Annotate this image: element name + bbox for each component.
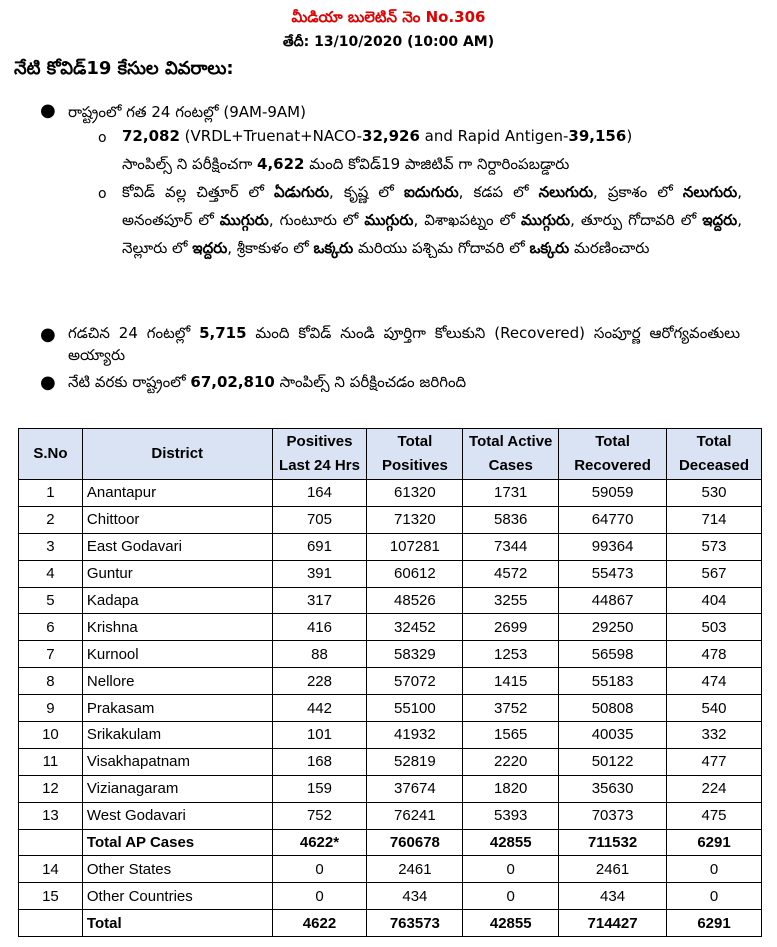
cell-total-positives: 55100 xyxy=(367,695,463,722)
table-row xyxy=(19,587,762,614)
cell-total-recovered: 714427 xyxy=(559,910,667,937)
deaths-count: ముగ్గురు xyxy=(521,211,571,229)
samples-text xyxy=(122,122,742,178)
vrdl-count: 32,926 xyxy=(362,127,420,145)
samples-breakdown-close: ) xyxy=(626,127,633,145)
cell-active-cases: 5836 xyxy=(463,506,559,533)
samples-total: 72,082 xyxy=(122,127,180,145)
cell-positives-24h: 4622 xyxy=(272,910,367,937)
section-heading: నేటి కోవిడ్19 కేసుల వివరాలు: xyxy=(14,58,234,79)
deaths-count: ఇద్దరు xyxy=(192,239,228,257)
cell-sno: 3 xyxy=(19,533,83,560)
header-total-deceased: Total Deceased xyxy=(667,429,762,480)
positives-count: 4,622 xyxy=(257,155,305,173)
cell-active-cases: 7344 xyxy=(463,533,559,560)
cell-district: Total AP Cases xyxy=(82,829,272,856)
cell-sno: 9 xyxy=(19,695,83,722)
cell-positives-24h: 159 xyxy=(272,775,367,802)
cell-district: Visakhapatnam xyxy=(82,748,272,775)
deaths-count: ముగ్గురు xyxy=(219,211,269,229)
cell-active-cases: 1820 xyxy=(463,775,559,802)
deaths-count: ఇద్దరు xyxy=(702,211,738,229)
deaths-text-segment: , గుంటూరు లో xyxy=(268,211,365,229)
cell-total-recovered: 55473 xyxy=(559,560,667,587)
cell-active-cases: 5393 xyxy=(463,802,559,829)
cell-active-cases: 0 xyxy=(463,856,559,883)
table-row xyxy=(19,775,762,802)
cell-district: Nellore xyxy=(82,668,272,695)
table-row xyxy=(19,560,762,587)
cell-positives-24h: 164 xyxy=(272,480,367,507)
cell-district: Vizianagaram xyxy=(82,775,272,802)
table-row xyxy=(19,641,762,668)
cell-total-deceased: 6291 xyxy=(667,910,762,937)
samples-breakdown-open: (VRDL+Truenat+NACO- xyxy=(179,127,363,145)
cell-positives-24h: 705 xyxy=(272,506,367,533)
cell-total-deceased: 475 xyxy=(667,802,762,829)
cell-total-recovered: 59059 xyxy=(559,480,667,507)
cell-total-recovered: 40035 xyxy=(559,722,667,749)
cell-total-positives: 58329 xyxy=(367,641,463,668)
table-row xyxy=(19,856,762,883)
cell-total-positives: 760678 xyxy=(367,829,463,856)
recovered-count: 5,715 xyxy=(199,324,247,342)
header-active-cases: Total Active Cases xyxy=(463,429,559,480)
deaths-text-segment: , నెల్లూరు లో xyxy=(122,211,743,257)
cell-total-deceased: 332 xyxy=(667,722,762,749)
cell-sno: 4 xyxy=(19,560,83,587)
cell-total-deceased: 567 xyxy=(667,560,762,587)
bullet-dot-icon: ● xyxy=(40,372,56,393)
cell-total-positives: 61320 xyxy=(367,480,463,507)
cell-total-positives: 52819 xyxy=(367,748,463,775)
cell-positives-24h: 4622* xyxy=(272,829,367,856)
cell-active-cases: 1415 xyxy=(463,668,559,695)
cell-total-deceased: 714 xyxy=(667,506,762,533)
deaths-count: ఒక్కరు xyxy=(313,239,354,257)
cell-total-positives: 60612 xyxy=(367,560,463,587)
cell-district: Anantapur xyxy=(82,480,272,507)
cell-total-recovered: 50808 xyxy=(559,695,667,722)
cell-total-recovered: 711532 xyxy=(559,829,667,856)
recovered-text-b: మంది కోవిడ్ నుండి పూర్తిగా కోలుకుని (Recovered) సంపూర్ణ ఆరోగ్యవంతులు అయ్యారు xyxy=(68,324,741,364)
cell-total-recovered: 64770 xyxy=(559,506,667,533)
cell-total-recovered: 44867 xyxy=(559,587,667,614)
cell-total-deceased: 477 xyxy=(667,748,762,775)
tests-text xyxy=(68,368,466,396)
recovered-text xyxy=(68,322,740,366)
cell-sno xyxy=(19,829,83,856)
bullet-dot-icon: ● xyxy=(40,100,56,121)
cell-sno: 5 xyxy=(19,587,83,614)
rapid-label: and Rapid Antigen- xyxy=(419,127,569,145)
cell-district: Other Countries xyxy=(82,883,272,910)
cell-district: Guntur xyxy=(82,560,272,587)
cell-total-positives: 41932 xyxy=(367,722,463,749)
deaths-text-segment: కోవిడ్ వల్ల చిత్తూర్ లో xyxy=(122,183,275,201)
cell-positives-24h: 752 xyxy=(272,802,367,829)
cell-total-recovered: 434 xyxy=(559,883,667,910)
cell-total-positives: 48526 xyxy=(367,587,463,614)
cell-active-cases: 3752 xyxy=(463,695,559,722)
cell-total-deceased: 404 xyxy=(667,587,762,614)
cell-positives-24h: 228 xyxy=(272,668,367,695)
deaths-text-segment: , కృష్ణ లో xyxy=(329,183,404,201)
cell-sno: 7 xyxy=(19,641,83,668)
cell-total-recovered: 50122 xyxy=(559,748,667,775)
tests-count: 67,02,810 xyxy=(190,373,275,391)
cell-total-deceased: 6291 xyxy=(667,829,762,856)
cell-total-deceased: 503 xyxy=(667,614,762,641)
deaths-text-segment: , కడప లో xyxy=(458,183,539,201)
cell-active-cases: 1253 xyxy=(463,641,559,668)
cell-positives-24h: 88 xyxy=(272,641,367,668)
cell-sno xyxy=(19,910,83,937)
cell-sno: 2 xyxy=(19,506,83,533)
cell-total-deceased: 530 xyxy=(667,480,762,507)
cell-active-cases: 4572 xyxy=(463,560,559,587)
cell-total-positives: 76241 xyxy=(367,802,463,829)
cell-total-positives: 37674 xyxy=(367,775,463,802)
header-district: District xyxy=(82,429,272,480)
tests-text-b: సాంపిల్స్ ని పరీక్షించడం జరిగింది xyxy=(274,373,467,391)
cell-positives-24h: 168 xyxy=(272,748,367,775)
rapid-count: 39,156 xyxy=(568,127,627,145)
cell-active-cases: 1731 xyxy=(463,480,559,507)
header-sno: S.No xyxy=(19,429,83,480)
cell-total-deceased: 0 xyxy=(667,856,762,883)
cell-district: Other States xyxy=(82,856,272,883)
cell-active-cases: 2699 xyxy=(463,614,559,641)
deaths-count: ఐదుగురు xyxy=(403,183,459,201)
district-cases-table xyxy=(18,428,762,937)
deaths-text-segment: , ప్రకాశం లో xyxy=(593,183,683,201)
deaths-text-segment: మరణించారు xyxy=(569,239,650,257)
cell-total-deceased: 573 xyxy=(667,533,762,560)
tests-text-a: నేటి వరకు రాష్ట్రంలో xyxy=(68,373,191,391)
cell-sno: 8 xyxy=(19,668,83,695)
cell-positives-24h: 442 xyxy=(272,695,367,722)
cell-sno: 15 xyxy=(19,883,83,910)
cell-total-recovered: 99364 xyxy=(559,533,667,560)
cell-active-cases: 0 xyxy=(463,883,559,910)
recovered-text-a: గడచిన 24 గంటల్లో xyxy=(68,324,200,342)
cell-total-deceased: 474 xyxy=(667,668,762,695)
cell-active-cases: 1565 xyxy=(463,722,559,749)
table-row xyxy=(19,829,762,856)
bulletin-title: మీడియా బులెటిన్ నెం No.306 xyxy=(291,8,486,26)
table-row xyxy=(19,802,762,829)
table-row xyxy=(19,910,762,937)
header-total-recovered: Total Recovered xyxy=(559,429,667,480)
cell-total-positives: 763573 xyxy=(367,910,463,937)
cell-total-recovered: 70373 xyxy=(559,802,667,829)
deaths-count: ముగ్గురు xyxy=(364,211,414,229)
cell-district: Kadapa xyxy=(82,587,272,614)
cell-positives-24h: 391 xyxy=(272,560,367,587)
date-label: తేదీ: xyxy=(282,34,310,50)
cell-positives-24h: 317 xyxy=(272,587,367,614)
positives-text-a: సాంపిల్స్ ని పరీక్షించగా xyxy=(122,155,258,173)
table-row xyxy=(19,668,762,695)
table-row xyxy=(19,722,762,749)
date-value: 13/10/2020 (10:00 AM) xyxy=(314,34,495,50)
cell-district: Kurnool xyxy=(82,641,272,668)
cell-district: East Godavari xyxy=(82,533,272,560)
cell-total-positives: 71320 xyxy=(367,506,463,533)
bullet-dot-icon: ● xyxy=(40,324,56,345)
sub-bullet-circle-icon: o xyxy=(98,186,107,202)
cell-sno: 13 xyxy=(19,802,83,829)
table-row xyxy=(19,883,762,910)
cell-active-cases: 3255 xyxy=(463,587,559,614)
cell-positives-24h: 691 xyxy=(272,533,367,560)
cell-district: Srikakulam xyxy=(82,722,272,749)
cell-total-positives: 107281 xyxy=(367,533,463,560)
deaths-count: ఏడుగురు xyxy=(274,183,330,201)
deaths-text-segment: , అనంతపూర్ లో xyxy=(122,183,742,229)
cell-sno: 14 xyxy=(19,856,83,883)
bullet-1-intro: రాష్ట్రంలో గత 24 గంటల్లో (9AM-9AM) xyxy=(68,103,306,121)
cell-active-cases: 42855 xyxy=(463,910,559,937)
positives-text-b: మంది కోవిడ్19 పాజిటివ్ గా నిర్దారింపబడ్డారు xyxy=(304,155,570,173)
table-row xyxy=(19,695,762,722)
cell-positives-24h: 101 xyxy=(272,722,367,749)
cell-sno: 1 xyxy=(19,480,83,507)
cell-total-recovered: 35630 xyxy=(559,775,667,802)
cell-active-cases: 42855 xyxy=(463,829,559,856)
cell-total-positives: 57072 xyxy=(367,668,463,695)
table-row xyxy=(19,614,762,641)
deaths-count: నలుగురు xyxy=(682,183,738,201)
cell-total-deceased: 478 xyxy=(667,641,762,668)
cell-sno: 11 xyxy=(19,748,83,775)
cell-total-recovered: 55183 xyxy=(559,668,667,695)
deaths-count: ఒక్కరు xyxy=(529,239,570,257)
table-row xyxy=(19,480,762,507)
cell-sno: 10 xyxy=(19,722,83,749)
cell-positives-24h: 0 xyxy=(272,856,367,883)
table-row xyxy=(19,506,762,533)
cell-total-recovered: 29250 xyxy=(559,614,667,641)
table-row xyxy=(19,533,762,560)
cell-total-deceased: 540 xyxy=(667,695,762,722)
cell-total-positives: 32452 xyxy=(367,614,463,641)
deaths-text-segment: , తూర్పు గోదావరి లో xyxy=(570,211,703,229)
deaths-text xyxy=(122,178,742,262)
cell-district: Prakasam xyxy=(82,695,272,722)
cell-district: West Godavari xyxy=(82,802,272,829)
cell-sno: 12 xyxy=(19,775,83,802)
table-header-row xyxy=(19,429,762,480)
cell-positives-24h: 0 xyxy=(272,883,367,910)
deaths-count: నలుగురు xyxy=(538,183,594,201)
deaths-text-segment: మరియు పశ్చిమ గోదావరి లో xyxy=(353,239,530,257)
cell-total-deceased: 0 xyxy=(667,883,762,910)
cell-district: Krishna xyxy=(82,614,272,641)
deaths-text-segment: , విశాఖపట్నం లో xyxy=(413,211,522,229)
deaths-text-segment: , శ్రీకాకుళం లో xyxy=(227,239,314,257)
cell-total-recovered: 56598 xyxy=(559,641,667,668)
header-total-positives: Total Positives xyxy=(367,429,463,480)
cell-district: Chittoor xyxy=(82,506,272,533)
cell-active-cases: 2220 xyxy=(463,748,559,775)
cell-total-recovered: 2461 xyxy=(559,856,667,883)
cell-district: Total xyxy=(82,910,272,937)
cell-positives-24h: 416 xyxy=(272,614,367,641)
table-row xyxy=(19,748,762,775)
bulletin-date xyxy=(0,34,777,53)
sub-bullet-circle-icon: o xyxy=(98,130,107,146)
header-positives-24h: Positives Last 24 Hrs xyxy=(272,429,367,480)
cell-sno: 6 xyxy=(19,614,83,641)
cell-total-positives: 2461 xyxy=(367,856,463,883)
cell-total-positives: 434 xyxy=(367,883,463,910)
cell-total-deceased: 224 xyxy=(667,775,762,802)
